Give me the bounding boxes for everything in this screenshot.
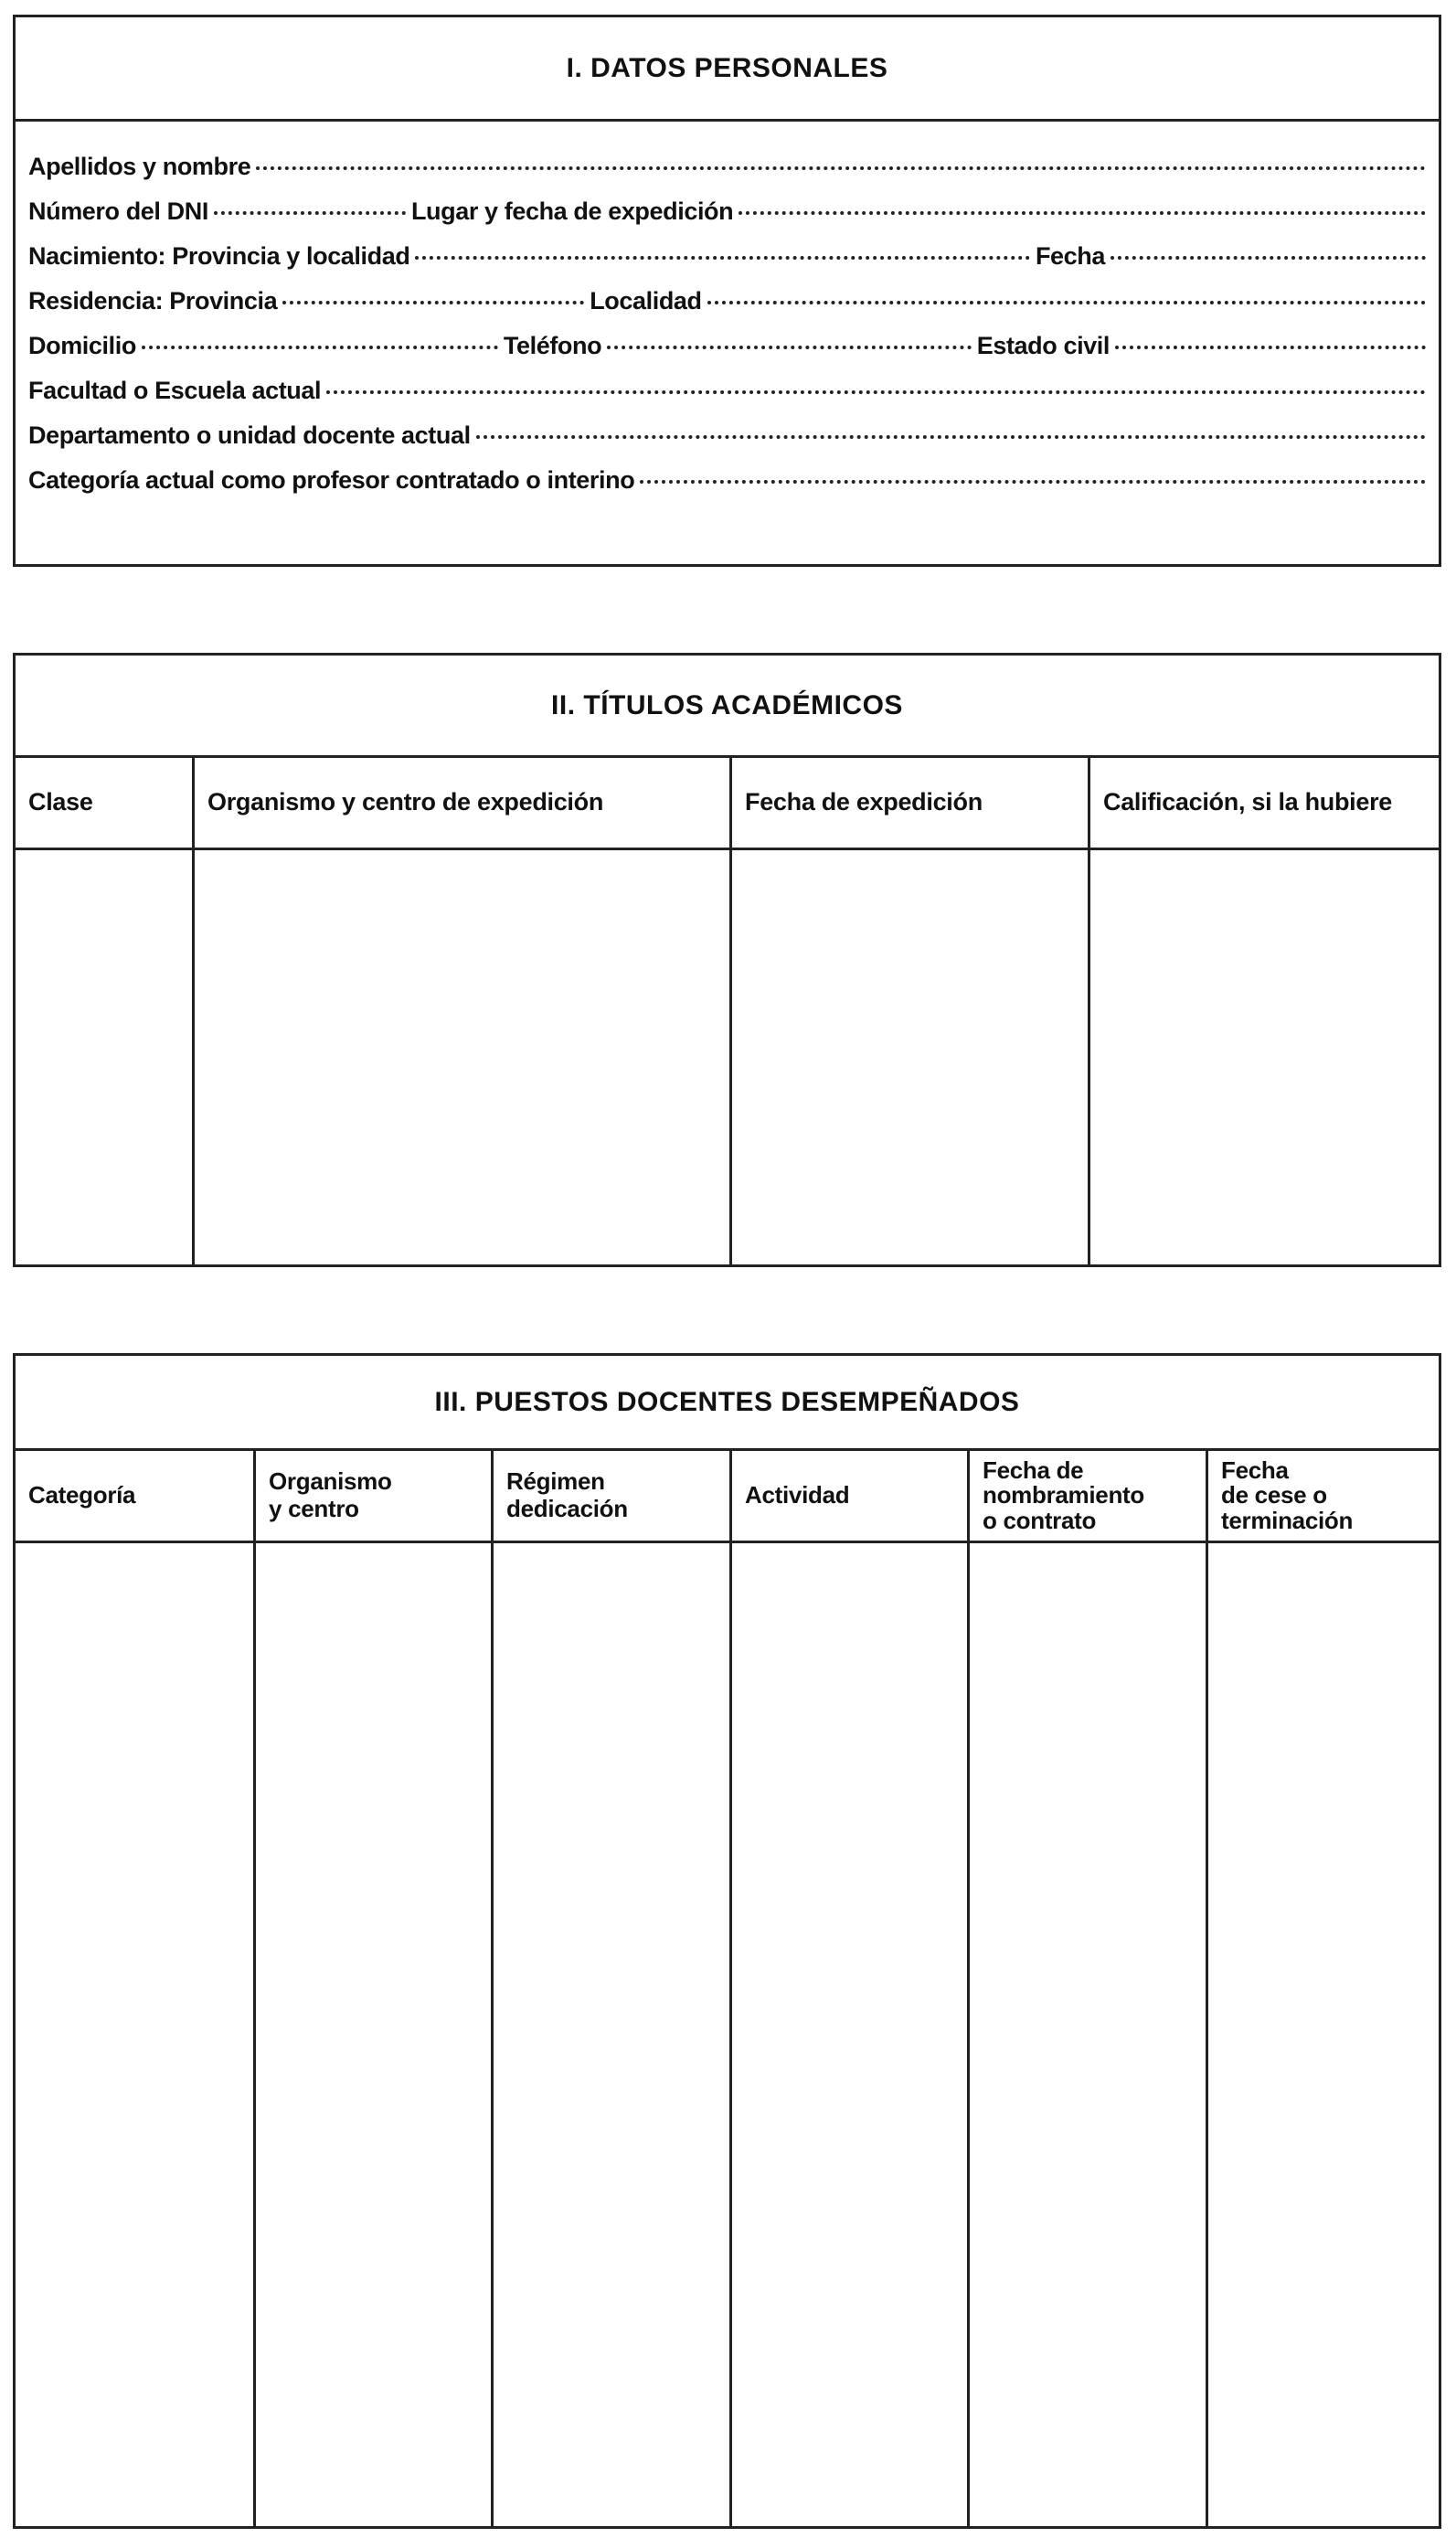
field-categoria-actual bbox=[16, 466, 1439, 511]
label-categoria-actual: Categoría actual como profesor contratado o interino bbox=[28, 466, 635, 494]
header-line: nombramiento bbox=[983, 1481, 1144, 1509]
label-nacimiento: Nacimiento: Provincia y localidad bbox=[28, 242, 410, 270]
column-fecha-expedicion bbox=[732, 758, 1090, 1264]
titulos-academicos-section bbox=[13, 653, 1441, 1267]
header-regimen bbox=[494, 1451, 729, 1543]
column-calificacion bbox=[1090, 758, 1439, 1264]
fill-line[interactable] bbox=[1115, 346, 1426, 349]
field-departamento bbox=[16, 421, 1439, 466]
column-regimen bbox=[494, 1451, 732, 2526]
label-domicilio: Domicilio bbox=[28, 332, 136, 359]
column-fecha-cese bbox=[1208, 1451, 1439, 2526]
titulos-table bbox=[16, 758, 1439, 1264]
field-facultad bbox=[16, 377, 1439, 421]
cell-fecha-cese[interactable] bbox=[1208, 1543, 1439, 2526]
header-line: Organismo bbox=[269, 1467, 392, 1496]
field-dni bbox=[16, 197, 1439, 242]
column-fecha-nombramiento bbox=[970, 1451, 1208, 2526]
label-localidad: Localidad bbox=[590, 287, 702, 315]
header-line: y centro bbox=[269, 1495, 359, 1522]
cell-fecha-nombramiento[interactable] bbox=[970, 1543, 1206, 2526]
header-line: de cese o bbox=[1221, 1481, 1327, 1509]
label-dni: Número del DNI bbox=[28, 197, 208, 225]
fill-line[interactable] bbox=[640, 480, 1426, 484]
label-lugar-fecha-expedicion: Lugar y fecha de expedición bbox=[410, 197, 734, 225]
cell-fecha-expedicion[interactable] bbox=[732, 850, 1088, 1264]
field-residencia bbox=[16, 287, 1439, 332]
fill-line[interactable] bbox=[142, 346, 498, 349]
header-fecha-expedicion: Fecha de expedición bbox=[732, 758, 1088, 850]
fill-line[interactable] bbox=[707, 301, 1426, 304]
label-telefono: Teléfono bbox=[503, 332, 602, 359]
field-nacimiento bbox=[16, 242, 1439, 287]
column-categoria bbox=[16, 1451, 256, 2526]
section-title-titulos: II. TÍTULOS ACADÉMICOS bbox=[16, 656, 1439, 758]
header-line: Categoría bbox=[28, 1481, 136, 1509]
label-apellidos-nombre: Apellidos y nombre bbox=[28, 153, 251, 180]
fill-line[interactable] bbox=[326, 390, 1426, 394]
label-residencia-provincia: Residencia: Provincia bbox=[28, 287, 278, 315]
header-categoria bbox=[16, 1451, 253, 1543]
cell-clase[interactable] bbox=[16, 850, 192, 1264]
column-organismo bbox=[195, 758, 732, 1264]
column-organismo-centro bbox=[256, 1451, 494, 2526]
header-clase: Clase bbox=[16, 758, 192, 850]
label-facultad: Facultad o Escuela actual bbox=[28, 377, 322, 404]
section-title-datos-personales: I. DATOS PERSONALES bbox=[16, 17, 1439, 122]
column-clase bbox=[16, 758, 195, 1264]
header-line: dedicación bbox=[506, 1495, 628, 1522]
cell-actividad[interactable] bbox=[732, 1543, 967, 2526]
fill-line[interactable] bbox=[1111, 256, 1426, 260]
fill-line[interactable] bbox=[214, 211, 406, 215]
header-organismo-centro bbox=[256, 1451, 491, 1543]
header-line: Actividad bbox=[745, 1481, 850, 1509]
fill-line[interactable] bbox=[282, 301, 584, 304]
header-actividad bbox=[732, 1451, 967, 1543]
label-departamento: Departamento o unidad docente actual bbox=[28, 421, 471, 449]
header-line: o contrato bbox=[983, 1506, 1097, 1534]
section-title-puestos: III. PUESTOS DOCENTES DESEMPEÑADOS bbox=[16, 1356, 1439, 1451]
cell-organismo[interactable] bbox=[195, 850, 729, 1264]
header-organismo: Organismo y centro de expedición bbox=[195, 758, 729, 850]
fill-line[interactable] bbox=[607, 346, 972, 349]
cell-regimen[interactable] bbox=[494, 1543, 729, 2526]
personal-fields bbox=[16, 122, 1439, 511]
label-estado-civil: Estado civil bbox=[976, 332, 1110, 359]
puestos-table bbox=[16, 1451, 1439, 2526]
cell-categoria[interactable] bbox=[16, 1543, 253, 2526]
datos-personales-section bbox=[13, 15, 1441, 567]
fill-line[interactable] bbox=[256, 166, 1426, 170]
header-line: Fecha de bbox=[983, 1456, 1084, 1485]
label-fecha: Fecha bbox=[1035, 242, 1105, 270]
cell-organismo-centro[interactable] bbox=[256, 1543, 491, 2526]
header-line: Fecha bbox=[1221, 1456, 1289, 1485]
field-apellidos-nombre bbox=[16, 153, 1439, 197]
cell-calificacion[interactable] bbox=[1090, 850, 1439, 1264]
puestos-docentes-section bbox=[13, 1353, 1441, 2529]
header-line: Régimen bbox=[506, 1467, 605, 1496]
header-fecha-cese bbox=[1208, 1451, 1439, 1543]
header-fecha-nombramiento bbox=[970, 1451, 1206, 1543]
fill-line[interactable] bbox=[415, 256, 1030, 260]
field-domicilio bbox=[16, 332, 1439, 377]
fill-line[interactable] bbox=[476, 435, 1426, 439]
column-actividad bbox=[732, 1451, 970, 2526]
fill-line[interactable] bbox=[739, 211, 1426, 215]
header-line: terminación bbox=[1221, 1506, 1354, 1534]
header-calificacion: Calificación, si la hubiere bbox=[1090, 758, 1439, 850]
